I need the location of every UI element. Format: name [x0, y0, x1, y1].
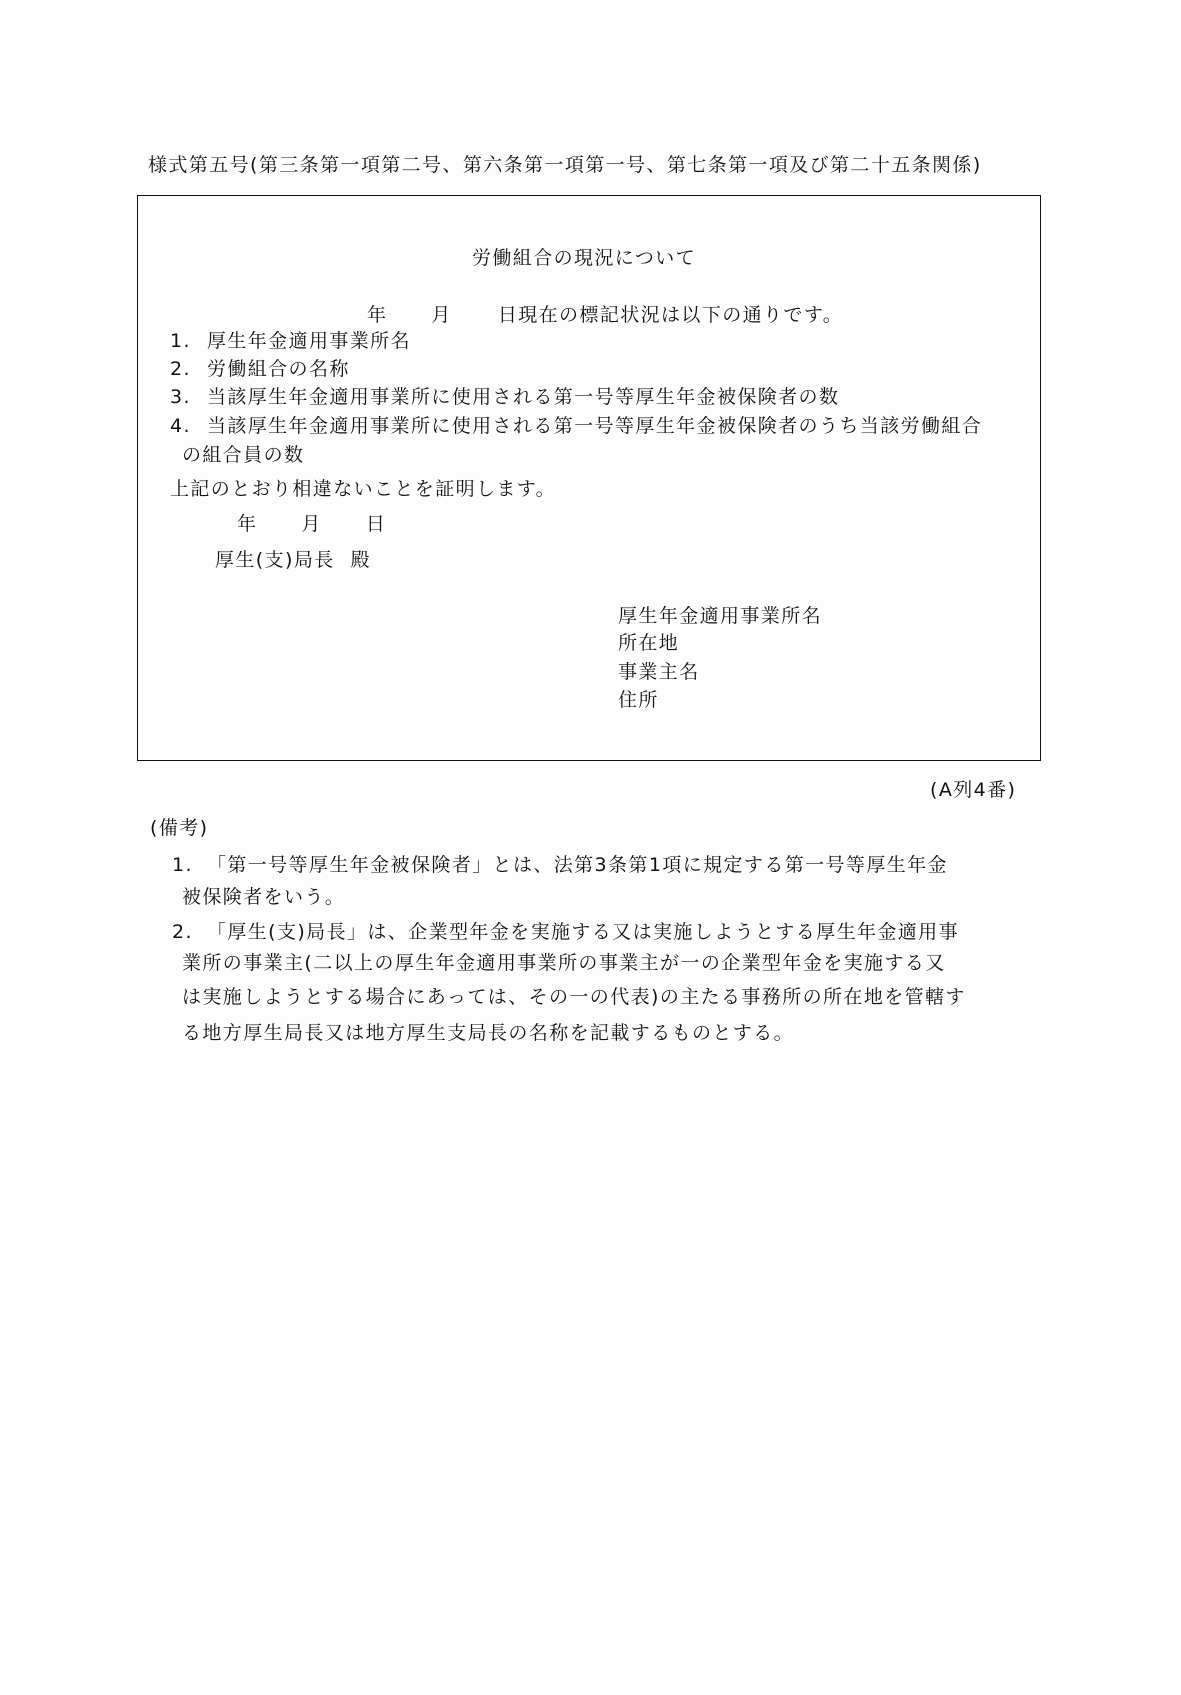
item-number: 2. [170, 358, 191, 380]
sign-month: 月 [301, 513, 322, 535]
note-1 [172, 854, 948, 876]
form-item-1 [170, 330, 411, 352]
note-2-line-2: 業所の事業主(二以上の厚生年金適用事業所の事業主が一の企業型年金を実施する又 [182, 952, 946, 974]
certification-text: 上記のとおり相違ないことを証明します。 [170, 478, 557, 500]
sign-day: 日 [365, 513, 387, 535]
item-number: 4. [170, 415, 191, 437]
date-month: 月 [431, 304, 452, 326]
note-2-line-4: る地方厚生局長又は地方厚生支局長の名称を記載するものとする。 [182, 1022, 795, 1044]
item-text: 厚生年金適用事業所名 [206, 330, 411, 352]
form-header: 様式第五号(第三条第一項第二号、第六条第一項第一号、第七条第一項及び第二十五条関係) [148, 154, 982, 176]
note-1-line-2: 被保険者をいう。 [182, 886, 346, 908]
note-number: 1. [172, 854, 193, 876]
form-item-4 [170, 415, 982, 437]
note-2 [172, 921, 959, 943]
date-line [367, 304, 843, 326]
applicant-field-address: 住所 [618, 689, 659, 711]
addressee-title: 厚生(支)局長 [215, 549, 335, 571]
item-number: 1. [170, 330, 191, 352]
notes-heading: (備考) [150, 817, 209, 839]
date-year: 年 [367, 304, 388, 326]
note-text: 「第一号等厚生年金被保険者」とは、法第3条第1項に規定する第一号等厚生年金 [206, 854, 948, 876]
addressee-honorific: 殿 [350, 549, 372, 571]
note-2-line-3: は実施しようとする場合にあっては、その一の代表)の主たる事務所の所在地を管轄す [182, 986, 966, 1008]
item-text: 労働組合の名称 [206, 358, 350, 380]
item-text: 当該厚生年金適用事業所に使用される第一号等厚生年金被保険者の数 [206, 386, 840, 408]
form-item-3 [170, 386, 839, 408]
form-title: 労働組合の現況について [472, 247, 697, 269]
date-day-rest: 日現在の標記状況は以下の通りです。 [497, 304, 844, 326]
applicant-field-employer: 事業主名 [618, 661, 700, 683]
form-item-2 [170, 358, 350, 380]
applicant-field-location: 所在地 [618, 632, 680, 654]
item-number: 3. [170, 386, 191, 408]
item-text: 当該厚生年金適用事業所に使用される第一号等厚生年金被保険者のうち当該労働組合 [206, 415, 983, 437]
note-text: 「厚生(支)局長」は、企業型年金を実施する又は実施しようとする厚生年金適用事 [206, 921, 959, 943]
sign-date [237, 513, 386, 535]
paper-size-label: (A列4番) [930, 779, 1017, 801]
sign-year: 年 [237, 513, 258, 535]
note-number: 2. [172, 921, 193, 943]
applicant-field-office: 厚生年金適用事業所名 [618, 605, 823, 627]
addressee [215, 549, 371, 571]
form-item-4-continuation: の組合員の数 [182, 444, 305, 466]
